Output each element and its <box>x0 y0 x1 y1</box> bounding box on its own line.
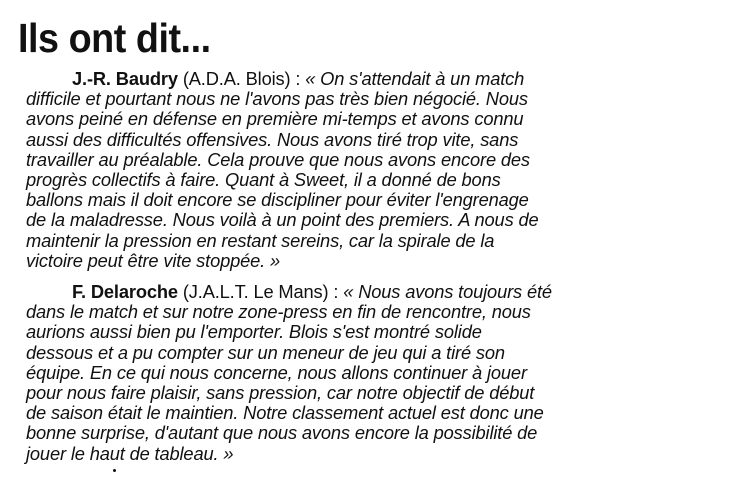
quote-text-line: « Nous avons toujours été <box>343 281 552 302</box>
quote-text-line: maintenir la pression en restant sereins, car la spirale de la <box>26 229 495 251</box>
quote-block-delaroche <box>26 282 726 464</box>
quote-text-line: aurions aussi bien pu l'emporter. Blois s'est montré solide <box>26 321 482 343</box>
quote-text-line: victoire peut être vite stoppée. » <box>26 249 281 271</box>
print-speck <box>113 469 116 472</box>
quote-text-line: pour nous faire plaisir, sans pression, car notre objectif de début <box>26 382 535 404</box>
quote-text-line: dessous et a pu compter sur un meneur de jeu qui a tiré son <box>26 341 505 363</box>
quote-text-line: progrès collectifs à faire. Quant à Sweet, il a donné de bons <box>26 169 501 191</box>
quote-text-line: difficile et pourtant nous ne l'avons pas très bien négocié. Nous <box>26 88 528 110</box>
quote-text-line: dans le match et sur notre zone-press en fin de rencontre, nous <box>26 301 531 323</box>
quote-text-line: équipe. En ce qui nous concerne, nous allons continuer à jouer <box>26 361 527 383</box>
page-title: Ils ont dit... <box>18 15 211 61</box>
quote-text-line: avons peiné en défense en première mi-temps et avons connu <box>26 108 524 130</box>
quote-block-baudry <box>26 69 726 271</box>
speaker-name: J.-R. Baudry <box>72 68 178 89</box>
quote-text-line: travailler au préalable. Cela prouve que nous avons encore des <box>26 148 530 170</box>
quote-first-line <box>26 282 726 302</box>
quote-text-line: ballons mais il doit encore se discipliner pour éviter l'engrenage <box>26 189 529 211</box>
speaker-name: F. Delaroche <box>72 281 178 302</box>
quote-text-line: aussi des difficultés offensives. Nous avons tiré trop vite, sans <box>26 128 519 150</box>
quote-text-line: de la maladresse. Nous voilà à un point des premiers. A nous de <box>26 209 539 231</box>
quote-text-line: de saison était le maintien. Notre classement actuel est donc une <box>26 402 544 424</box>
quote-text-line: jouer le haut de tableau. » <box>26 442 234 464</box>
speaker-club: (A.D.A. Blois) : <box>177 68 306 89</box>
quote-text-line: « On s'attendait à un match <box>305 68 525 89</box>
quote-first-line <box>26 69 726 89</box>
quote-text-line: bonne surprise, d'autant que nous avons encore la possibilité de <box>26 422 538 444</box>
speaker-club: (J.A.L.T. Le Mans) : <box>177 281 344 302</box>
